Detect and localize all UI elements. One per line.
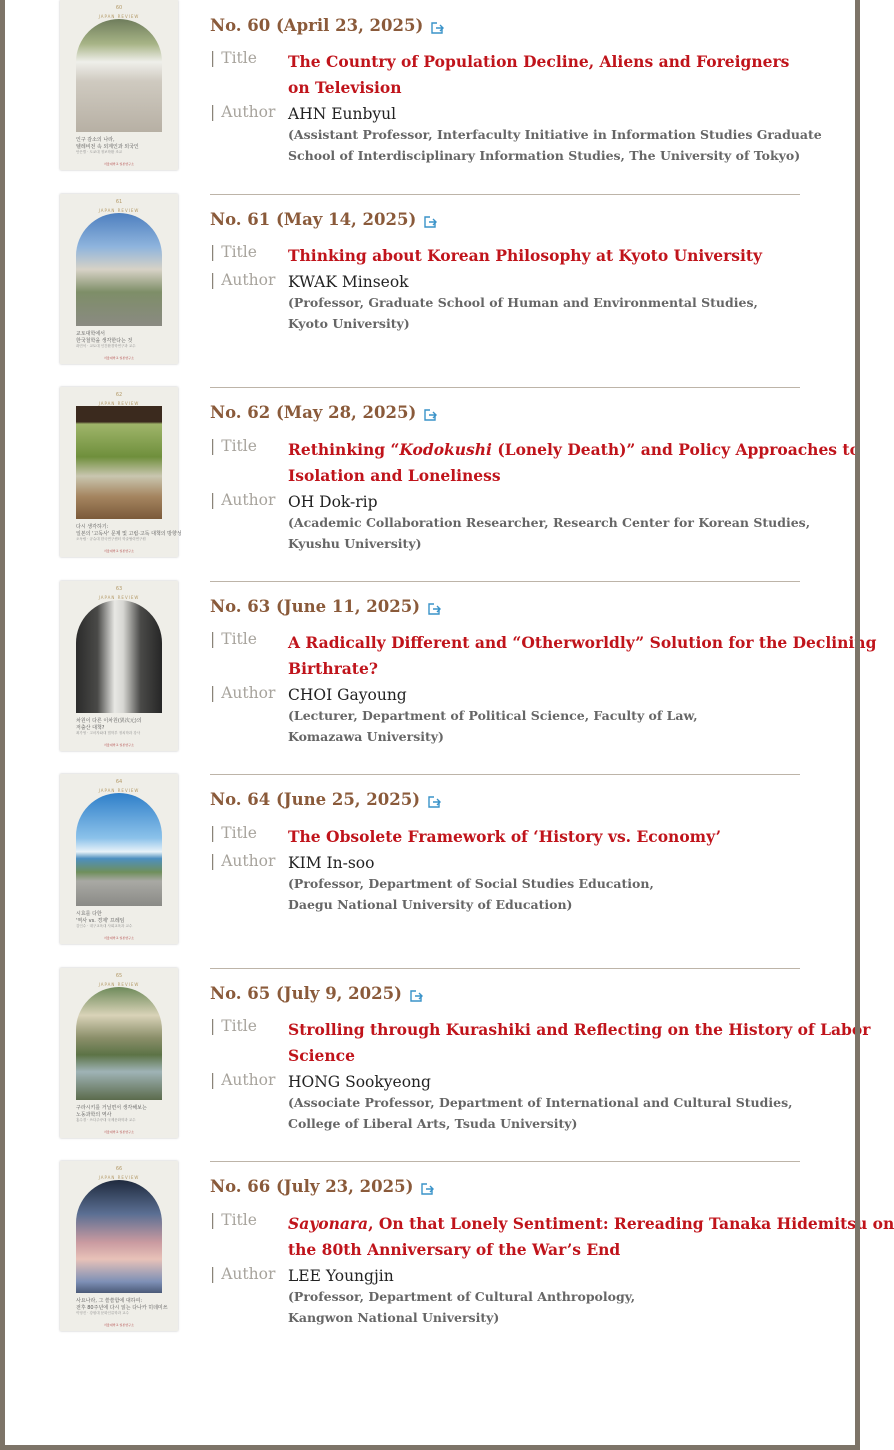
author-label: Author: [221, 852, 276, 870]
cover-caption: 한국철학을 생각한다는 것: [76, 338, 133, 344]
cover-photo-window: [76, 406, 162, 519]
cover-brand: JAPAN REVIEW: [98, 208, 140, 213]
issue-heading: [210, 210, 437, 229]
cover-photo-skylight: [76, 19, 162, 132]
cover-number: 64: [115, 779, 123, 785]
title-label: Title: [221, 1211, 257, 1229]
author-label: Author: [221, 1071, 276, 1089]
author-label: Author: [221, 1265, 276, 1283]
issue-entry-66: 66 JAPAN REVIEW 사요나라, 그 쓸쓸함에 대하여: 전후 80주년에 다시 읽는 다나카 히데미쓰 이영진 · 강원대 문화인류학과 교수 서울대학교 일본연구소 No. 66 (July 23, 2025) | Title Sayonara, On that Lonely Sentiment: Rereading Tanaka Hidemitsu on the 80th Anniversary of the War’s End | Author LEE Youngjin (Professor, Department of Cultural Anthropology, Kangwon National University): [0, 1161, 860, 1355]
author-name: HONG Sookyeong: [288, 1073, 431, 1091]
cover-image-62[interactable]: [60, 387, 182, 557]
cover-byline: 안은별 · 도쿄대 정보학환 조교: [76, 150, 123, 154]
article-title-link[interactable]: The Country of Population Decline, Aliens and Foreigners on Television: [288, 52, 790, 97]
cover-brand: JAPAN REVIEW: [98, 14, 140, 19]
cover-number: 63: [115, 586, 123, 592]
cover-image-63[interactable]: [60, 581, 178, 751]
author-name: KIM In-soo: [288, 854, 375, 872]
cover-brand: JAPAN REVIEW: [98, 401, 140, 406]
cover-caption: '역사 vs. 경제' 프레임: [76, 918, 125, 924]
external-link-icon[interactable]: [420, 1181, 434, 1195]
issue-heading: [210, 597, 441, 616]
cover-byline: 홍수경 · 쓰다주쿠대 국제문화학과 교수: [76, 1118, 136, 1122]
cover-byline: 최가영 · 고마자와대 법학부 정치학과 강사: [76, 731, 141, 735]
cover-number: 60: [115, 5, 123, 11]
cover-caption: 노동과학의 역사: [76, 1112, 112, 1118]
author-label: Author: [221, 684, 276, 702]
author-affiliation: (Assistant Professor, Interfaculty Initiative in Information Studies Graduate School of Interdisciplinary Information Studies, The University of Tokyo): [288, 127, 822, 163]
cover-image-61[interactable]: [60, 194, 178, 364]
cover-photo-canal: [76, 987, 162, 1100]
cover-caption: 인구 감소의 나라,: [76, 137, 115, 143]
cover-byline: 김인수 · 대구교육대 사회교육과 교수: [76, 924, 133, 928]
external-link-icon[interactable]: [427, 601, 441, 615]
issue-heading-text: No. 64 (June 25, 2025): [210, 790, 421, 809]
cover-photo-corridor: [76, 600, 162, 713]
author-affiliation: (Associate Professor, Department of International and Cultural Studies, College of Liberal Arts, Tsuda University): [288, 1095, 793, 1131]
divider: [210, 1161, 800, 1162]
article-title-link[interactable]: Sayonara, On that Lonely Sentiment: Rereading Tanaka Hidemitsu on the 80th Anniversary of the War’s End: [288, 1214, 894, 1259]
author-name: LEE Youngjin: [288, 1267, 394, 1285]
divider: [210, 774, 800, 775]
author-name: CHOI Gayoung: [288, 686, 407, 704]
article-title-link[interactable]: Strolling through Kurashiki and Reflecting on the History of Labor Science: [288, 1020, 871, 1065]
article-title-link[interactable]: Thinking about Korean Philosophy at Kyoto University: [288, 246, 763, 265]
title-label: Title: [221, 49, 257, 67]
issue-heading-text: No. 66 (July 23, 2025): [210, 1177, 414, 1196]
cover-number: 66: [115, 1166, 123, 1172]
author-affiliation: (Professor, Graduate School of Human and Environmental Studies, Kyoto University): [288, 295, 758, 331]
external-link-icon[interactable]: [409, 988, 423, 1002]
cover-footer: 서울대학교 일본연구소: [104, 162, 134, 166]
issue-heading: [210, 984, 423, 1003]
issue-heading-text: No. 63 (June 11, 2025): [210, 597, 421, 616]
external-link-icon[interactable]: [423, 407, 437, 421]
issue-heading: [210, 403, 437, 422]
cover-footer: 서울대학교 일본연구소: [104, 1130, 134, 1134]
issue-heading-text: No. 62 (May 28, 2025): [210, 403, 417, 422]
issue-entry-62: 62 JAPAN REVIEW 다시 생각하기: 일본의 '고독사' 문제 및 고립·고독 대책의 방향성 오독립 · 규슈대 한국연구센터 학술협력연구원 서울대학교 일본연구소 No. 62 (May 28, 2025) | Title Rethinking “Kodokushi (Lonely Death)” and Policy Approaches to Isolation and Loneliness | Author OH Dok-rip (Academic Collaboration Researcher, Research Center for Korean Studies, Kyushu University): [0, 387, 860, 581]
issue-heading-text: No. 65 (July 9, 2025): [210, 984, 402, 1003]
author-affiliation: (Professor, Department of Social Studies Education, Daegu National University of Education): [288, 876, 654, 912]
cover-number: 61: [115, 199, 123, 205]
cover-caption: 시효를 다한: [76, 911, 102, 917]
cover-caption: 저출산 대책?: [76, 725, 105, 731]
cover-footer: 서울대학교 일본연구소: [104, 743, 134, 747]
cover-image-65[interactable]: [60, 968, 178, 1138]
author-affiliation: (Academic Collaboration Researcher, Research Center for Korean Studies, Kyushu University): [288, 515, 811, 551]
external-link-icon[interactable]: [430, 20, 444, 34]
issue-entry-60: 60 JAPAN REVIEW 인구 감소의 나라, 텔레비전 속 외계인과 외국인 안은별 · 도쿄대 정보학환 조교 서울대학교 일본연구소 No. 60 (April 23, 2025) | Title The Country of Population Decline, Aliens and Foreigners on Television | Author AHN Eunbyul (Assistant Professor, Interfaculty Initiative in Information Studies Graduate School of Interdisciplinary Information Studies, The University of Tokyo): [0, 0, 860, 194]
cover-caption: 차원이 다른 이차원(異次元)의: [76, 718, 142, 724]
title-label: Title: [221, 1017, 257, 1035]
author-affiliation: (Professor, Department of Cultural Anthropology, Kangwon National University): [288, 1289, 636, 1325]
cover-image-60[interactable]: [60, 0, 178, 170]
issue-entry-65: 65 JAPAN REVIEW 구라시키를 거닐면서 생각해보는 노동과학의 역사 홍수경 · 쓰다주쿠대 국제문화학과 교수 서울대학교 일본연구소 No. 65 (July 9, 2025) | Title Strolling through Kurashiki and Reflecting on the History of Labor Science | Author HONG Sookyeong (Associate Professor, Department of International and Cultural Studies, College of Liberal Arts, Tsuda University): [0, 968, 860, 1162]
external-link-icon[interactable]: [423, 214, 437, 228]
cover-image-66[interactable]: [60, 1161, 178, 1331]
cover-byline: 오독립 · 규슈대 한국연구센터 학술협력연구원: [76, 537, 146, 541]
issue-entry-63: 63 JAPAN REVIEW 차원이 다른 이차원(異次元)의 저출산 대책? 최가영 · 고마자와대 법학부 정치학과 강사 서울대학교 일본연구소 No. 63 (June 11, 2025) | Title A Radically Different and “Otherworldly” Solution for the Declining Birthrate? | Author CHOI Gayoung (Lecturer, Department of Political Science, Faculty of Law, Komazawa University): [0, 581, 860, 775]
cover-caption: 텔레비전 속 외계인과 외국인: [76, 144, 139, 150]
article-title-link[interactable]: A Radically Different and “Otherworldly” Solution for the Declining Birthrate?: [288, 633, 877, 678]
cover-brand: JAPAN REVIEW: [98, 595, 140, 600]
cover-caption: 구라시키를 거닐면서 생각해보는: [76, 1105, 147, 1111]
divider: [210, 194, 800, 195]
cover-byline: 이영진 · 강원대 문화인류학과 교수: [76, 1311, 129, 1315]
title-label: Title: [221, 243, 257, 261]
cover-footer: 서울대학교 일본연구소: [104, 549, 134, 553]
author-label: Author: [221, 103, 276, 121]
author-name: OH Dok-rip: [288, 493, 378, 511]
issue-heading: [210, 1177, 434, 1196]
cover-caption: 일본의 '고독사' 문제 및 고립·고독 대책의 방향성: [76, 531, 182, 537]
issue-heading-text: No. 61 (May 14, 2025): [210, 210, 417, 229]
author-name: AHN Eunbyul: [288, 105, 397, 123]
cover-number: 62: [115, 392, 123, 398]
title-label: Title: [221, 437, 257, 455]
cover-brand: JAPAN REVIEW: [98, 788, 140, 793]
issue-heading: [210, 790, 441, 809]
issue-heading: [210, 16, 444, 35]
cover-photo-coast-road: [76, 793, 162, 906]
author-affiliation: (Lecturer, Department of Political Science, Faculty of Law, Komazawa University): [288, 708, 698, 744]
cover-photo-building: [76, 213, 162, 326]
cover-caption: 사요나라, 그 쓸쓸함에 대하여:: [76, 1298, 143, 1304]
cover-photo-dusk-sky: [76, 1180, 162, 1293]
cover-brand: JAPAN REVIEW: [98, 1175, 140, 1180]
article-title-link[interactable]: The Obsolete Framework of ‘History vs. Economy’: [288, 827, 722, 846]
divider: [210, 968, 800, 969]
cover-byline: 곽민석 · 교토대 인간환경학연구과 교수: [76, 344, 136, 348]
cover-caption: 전후 80주년에 다시 읽는 다나카 히데미쓰: [76, 1305, 168, 1311]
cover-caption: 교토대학에서: [76, 331, 105, 337]
author-label: Author: [221, 491, 276, 509]
cover-number: 65: [115, 973, 123, 979]
author-name: KWAK Minseok: [288, 273, 409, 291]
title-label: Title: [221, 824, 257, 842]
cover-footer: 서울대학교 일본연구소: [104, 1323, 134, 1327]
cover-brand: JAPAN REVIEW: [98, 982, 140, 987]
cover-footer: 서울대학교 일본연구소: [104, 356, 134, 360]
divider: [210, 387, 800, 388]
external-link-icon[interactable]: [427, 794, 441, 808]
issue-entry-64: 64 JAPAN REVIEW 시효를 다한 '역사 vs. 경제' 프레임 김인수 · 대구교육대 사회교육과 교수 서울대학교 일본연구소 No. 64 (June 25, 2025) | Title The Obsolete Framework of ‘History vs. Economy’ | Author KIM In-soo (Professor, Department of Social Studies Education, Daegu National University of Education): [0, 774, 860, 968]
cover-footer: 서울대학교 일본연구소: [104, 936, 134, 940]
issue-heading-text: No. 60 (April 23, 2025): [210, 16, 424, 35]
article-title-link[interactable]: Rethinking “Kodokushi (Lonely Death)” and Policy Approaches to Isolation and Loneliness: [288, 440, 860, 485]
cover-caption: 다시 생각하기:: [76, 524, 109, 530]
cover-image-64[interactable]: [60, 774, 178, 944]
author-label: Author: [221, 271, 276, 289]
issue-entry-61: 61 JAPAN REVIEW 교토대학에서 한국철학을 생각한다는 것 곽민석 · 교토대 인간환경학연구과 교수 서울대학교 일본연구소 No. 61 (May 14, 2025) | Title Thinking about Korean Philosophy at Kyoto University | Author KWAK Minseok (Professor, Graduate School of Human and Environmental Studies, Kyoto University): [0, 194, 860, 388]
divider: [210, 581, 800, 582]
title-label: Title: [221, 630, 257, 648]
